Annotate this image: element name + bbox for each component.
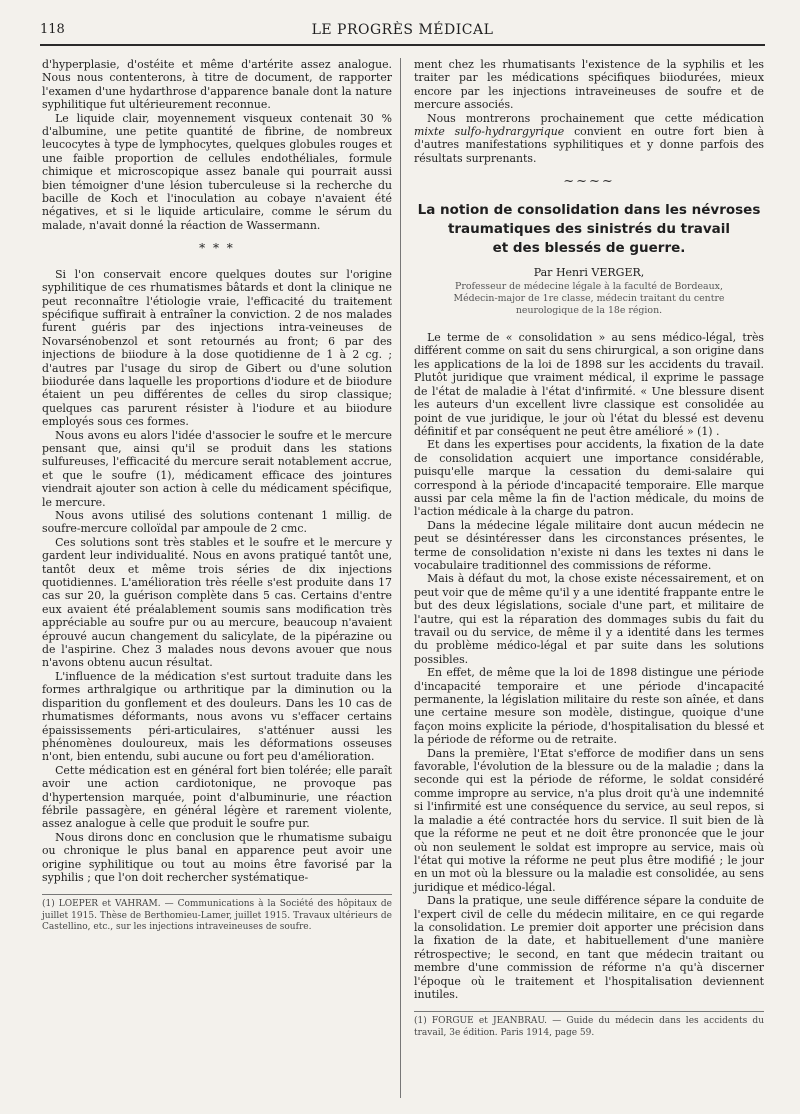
- paragraph: Le liquide clair, moyennement visqueux contenait 30 % d'albumine, une petite quantité de fibrine, de nombreux leucocytes à type de lymphocytes, quelques globules rouges et une faible proportion de cellules endothéliales, formule chimique et microscopique assez banale qui pourrait aussi bien témoigner d'une lésion tuberculeuse si la recherche du bacille de Koch et l'inoculation au cobaye n'avaient été négatives, et si le liquide articulaire, comme le sérum du malade, n'avait donné la réaction de Wassermann.: [42, 111, 392, 232]
- running-title: LE PROGRÈS MÉDICAL: [311, 22, 494, 38]
- paragraph: Dans la pratique, une seule différence sépare la conduite de l'expert civil de celle du médecin militaire, en ce qui regarde la consolidation. Le premier doit apporter une précision dans la fixation de la date, et habituellement d'une manière rétrospective; le second, en tant que médecin traitant ou membre d'une commission de réforme n'a qu'à discerner l'époque où le traitement et l'hospitalisation deviennent inutiles.: [414, 894, 764, 1001]
- paragraph: Nous dirons donc en conclusion que le rhumatisme subaigu ou chronique le plus banal en apparence peut avoir une origine syphilitique ou tout au moins être favorisé par la syphilis ; que l'on doit rechercher systématique-: [42, 830, 392, 884]
- column-divider: [400, 58, 401, 1098]
- footnote: (1) LOEPER et VAHRAM. — Communications à la Société des hôpitaux de juillet 1915. Thèse de Berthomieu-Lamer, juillet 1915. Travaux ultérieurs de Castellino, etc., sur les injections intraveineuses de soufre.: [42, 899, 392, 933]
- asterism: * * *: [199, 241, 235, 256]
- footnote: (1) FORGUE et JEANBRAU. — Guide du médecin dans les accidents du travail, 3e édition. Paris 1914, page 59.: [414, 1016, 764, 1038]
- paragraph: Nous avons eu alors l'idée d'associer le soufre et le mercure pensant que, ainsi qu'il se produit dans les stations sulfureuses, l'efficacité du mercure serait notablement accrue, et que le soufre (1), médicament efficace des jointures viendrait ajouter son action à celle du médicament spécifique, le mercure.: [42, 428, 392, 509]
- article-title: [414, 201, 764, 258]
- page-number: 118: [40, 22, 65, 37]
- paragraph: Si l'on conservait encore quelques doutes sur l'origine syphilitique de ces rhumatismes bâtards et dont la clinique ne peut reconnaître l'étiologie vraie, l'efficacité du traitement spécifique suffirait à entraîner la conviction. 2 de nos malades furent guéris par des injections intra-veineuses de Novarsénobenzol et sont retournés au front; 6 par des injections de biiodure à la dose quotidienne de 1 à 2 cg. ; d'autres par l'usage du sirop de Gibert ou d'une solution biiodurée dans laquelle les proportions d'iodure et de biiodure étaient un peu différentes de celles du sirop classique; quelques cas parurent résister à l'iodure et au biiodure employés sous ces formes.: [42, 267, 392, 429]
- left-column: [42, 58, 392, 934]
- byline: Par Henri VERGER,: [533, 265, 645, 279]
- italic-term: mixte sulfo-hydrargyrique: [414, 125, 565, 139]
- paragraph: Cette médication est en général fort bien tolérée; elle paraît avoir une action cardiotonique, ne provoque pas d'hypertension marquée, point d'albuminurie, une réaction fébrile passagère, en général légère et rarement violente, assez analogue à celle que produit le soufre pur.: [42, 763, 392, 831]
- paragraph: Dans la médecine légale militaire dont aucun médecin ne peut se désintéresser dans les circonstances présentes, le terme de consolidation n'existe ni dans les textes ni dans le vocabulaire traditionnel des commissions de réforme.: [414, 518, 764, 572]
- article-title-line: traumatiques des sinistrés du travail: [447, 220, 731, 237]
- article-title-line: et des blessés de guerre.: [492, 239, 686, 256]
- paragraph: ment chez les rhumatisants l'existence de la syphilis et les traiter par les médications spécifiques biiodurées, mieux encore par les injections intraveineuses de soufre et de mercure associés.: [414, 58, 764, 112]
- author-affiliation: Professeur de médecine légale à la faculté de Bordeaux, Médecin-major de 1re classe, médecin traitant du centre neurologique de la 18e région.: [453, 281, 725, 317]
- text-run: Nous montrerons prochainement que cette médication: [427, 111, 764, 125]
- footnotes: [414, 1011, 764, 1039]
- paragraph: Le terme de « consolidation » au sens médico-légal, très différent comme on sait du sens chirurgical, a son origine dans les applications de la loi de 1898 sur les accidents du travail. Plutôt juridique que vraiment médical, il exprime le passage de l'état de maladie à l'état d'infirmité. « Une blessure disent les auteurs d'un excellent livre classique est consolidée au point de vue juridique, le jour où l'état du blessé est devenu définitif et par conséquent ne peut être amélioré » (1) .: [414, 331, 764, 438]
- paragraph: Nous avons utilisé des solutions contenant 1 millig. de soufre-mercure colloïdal par ampoule de 2 cmc.: [42, 509, 392, 536]
- paragraph: L'influence de la médication s'est surtout traduite dans les formes arthralgique ou arthritique par la diminution ou la disparition du gonflement et des douleurs. Dans les 10 cas de rhumatismes déformants, nous avons vu s'effacer certains épaississements péri-articulaires, s'atténuer aussi les phénomènes douloureux, mais les déformations osseuses n'ont, bien entendu, subi aucune ou fort peu d'amélioration.: [42, 669, 392, 764]
- paragraph: En effet, de même que la loi de 1898 distingue une période d'incapacité temporaire et une période d'incapacité permanente, la législation militaire du reste son aînée, et dans une certaine mesure son modèle, distingue, quoique d'une façon moins explicite la période, d'hospitalisation du blessé et la période de réforme ou de retraite.: [414, 666, 764, 747]
- right-column: [414, 58, 764, 1039]
- paragraph: Mais à défaut du mot, la chose existe nécessairement, et on peut voir que de même qu'il y a une identité frappante entre le but des deux législations, sociale d'une part, et militaire de l'autre, qui est la réparation des dommages subis du fait du travail ou du service, de même il y a identité dans les termes du problème médico-légal et par suite dans les solutions possibles.: [414, 572, 764, 666]
- paragraph: Ces solutions sont très stables et le soufre et le mercure y gardent leur individualité. Nous en avons pratiqué tantôt une, tantôt deux et même trois séries de dix injections quotidiennes. L'amélioration très réelle s'est produite dans 17 cas sur 20, la guérison complète dans 5 cas. Certains d'entre eux avaient été préalablement soumis sans modification très appréciable au soufre pur ou au mercure, beaucoup n'avaient éprouvé aucun changement du salicylate, de la pipérazine ou de l'aspirine. Chez 3 malades nous devons avouer que nous n'avons obtenu aucun résultat.: [42, 535, 392, 670]
- footnotes: [42, 894, 392, 934]
- paragraph: d'hyperplasie, d'ostéite et même d'artérite assez analogue. Nous nous contenterons, à titre de document, de rapporter l'examen d'une hydarthrose d'apparence banale dont la nature syphilitique fut ultérieurement reconnue.: [42, 58, 392, 112]
- paragraph: [414, 112, 764, 166]
- article-title-line: La notion de consolidation dans les névroses: [417, 201, 761, 218]
- section-ornament: ~~~~: [563, 174, 615, 190]
- paragraph: Et dans les expertises pour accidents, la fixation de la date de consolidation acquiert une importance considérable, puisqu'elle marque la cessation du demi-salaire qui correspond à la période d'incapacité temporaire. Elle marque aussi par cela même la fin de l'action médicale, du moins de l'action médicale à la charge du patron.: [414, 438, 764, 519]
- paragraph: Dans la première, l'Etat s'efforce de modifier dans un sens favorable, l'évolution de la blessure ou de la maladie ; dans la seconde qui est la période de réforme, le soldat considéré comme impropre au service, n'a plus droit qu'à une indemnité si l'infirmité est une conséquence du service, au seul repos, si la maladie a été contractée hors du service. Il suit bien de là que la réforme ne peut et ne doit être prononcée que le jour où non seulement le soldat est impropre au service, mais où l'état qui motive la réforme ne peut plus être modifié ; le jour en un mot où la blessure ou la maladie est consolidée, au sens juridique et médico-légal.: [414, 746, 764, 894]
- text-run: convient en outre fort bien à d'autres manifestations syphilitiques et y donne parfois des résultats surprenants.: [414, 125, 764, 165]
- page-header: [40, 22, 765, 46]
